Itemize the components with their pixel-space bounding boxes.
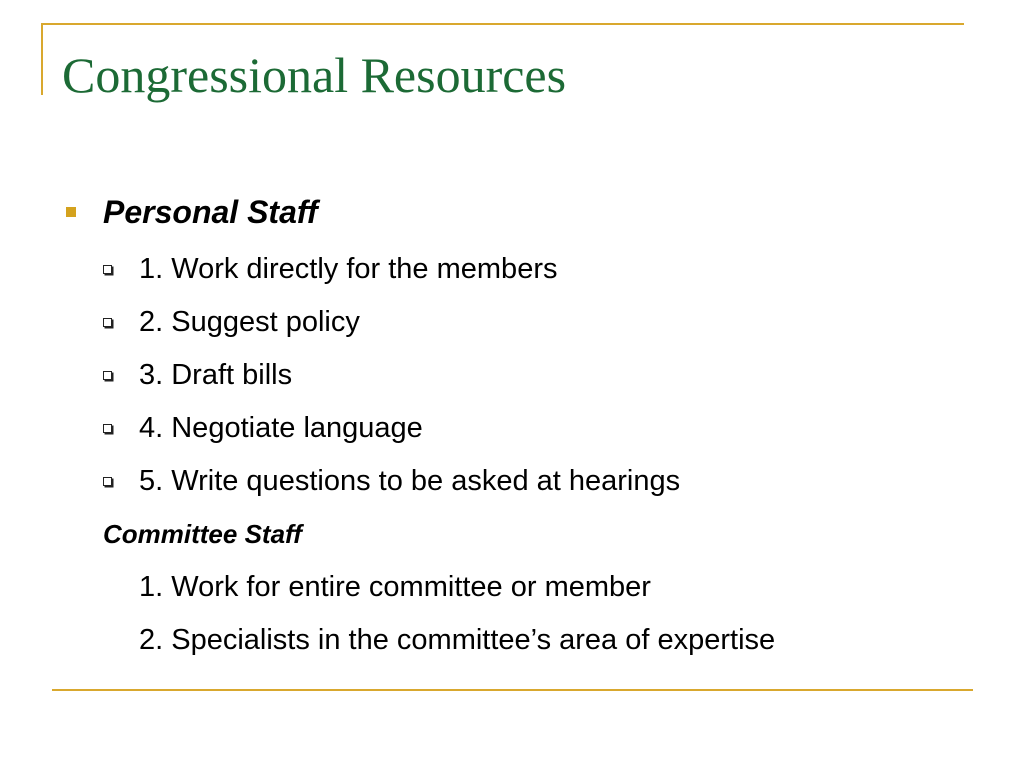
hollow-square-bullet-icon bbox=[103, 477, 112, 486]
list-item: 1. Work for entire committee or member bbox=[139, 571, 651, 603]
hollow-square-bullet-icon bbox=[103, 318, 112, 327]
list-item: 1. Work directly for the members bbox=[139, 253, 558, 285]
frame-top-line bbox=[41, 23, 964, 25]
list-item: 2. Suggest policy bbox=[139, 306, 360, 338]
section-heading-committee-staff: Committee Staff bbox=[103, 519, 302, 549]
square-bullet-icon bbox=[66, 207, 76, 217]
frame-left-line bbox=[41, 23, 43, 95]
section-heading-personal-staff: Personal Staff bbox=[103, 194, 318, 230]
frame-bottom-line bbox=[52, 689, 973, 691]
list-item: 2. Specialists in the committee’s area of expertise bbox=[139, 624, 776, 656]
list-item: 3. Draft bills bbox=[139, 359, 293, 391]
slide-title: Congressional Resources bbox=[62, 47, 567, 103]
list-item: 4. Negotiate language bbox=[139, 412, 423, 444]
hollow-square-bullet-icon bbox=[103, 371, 112, 380]
hollow-square-bullet-icon bbox=[103, 424, 112, 433]
hollow-square-bullet-icon bbox=[103, 265, 112, 274]
list-item: 5. Write questions to be asked at hearings bbox=[139, 465, 681, 497]
